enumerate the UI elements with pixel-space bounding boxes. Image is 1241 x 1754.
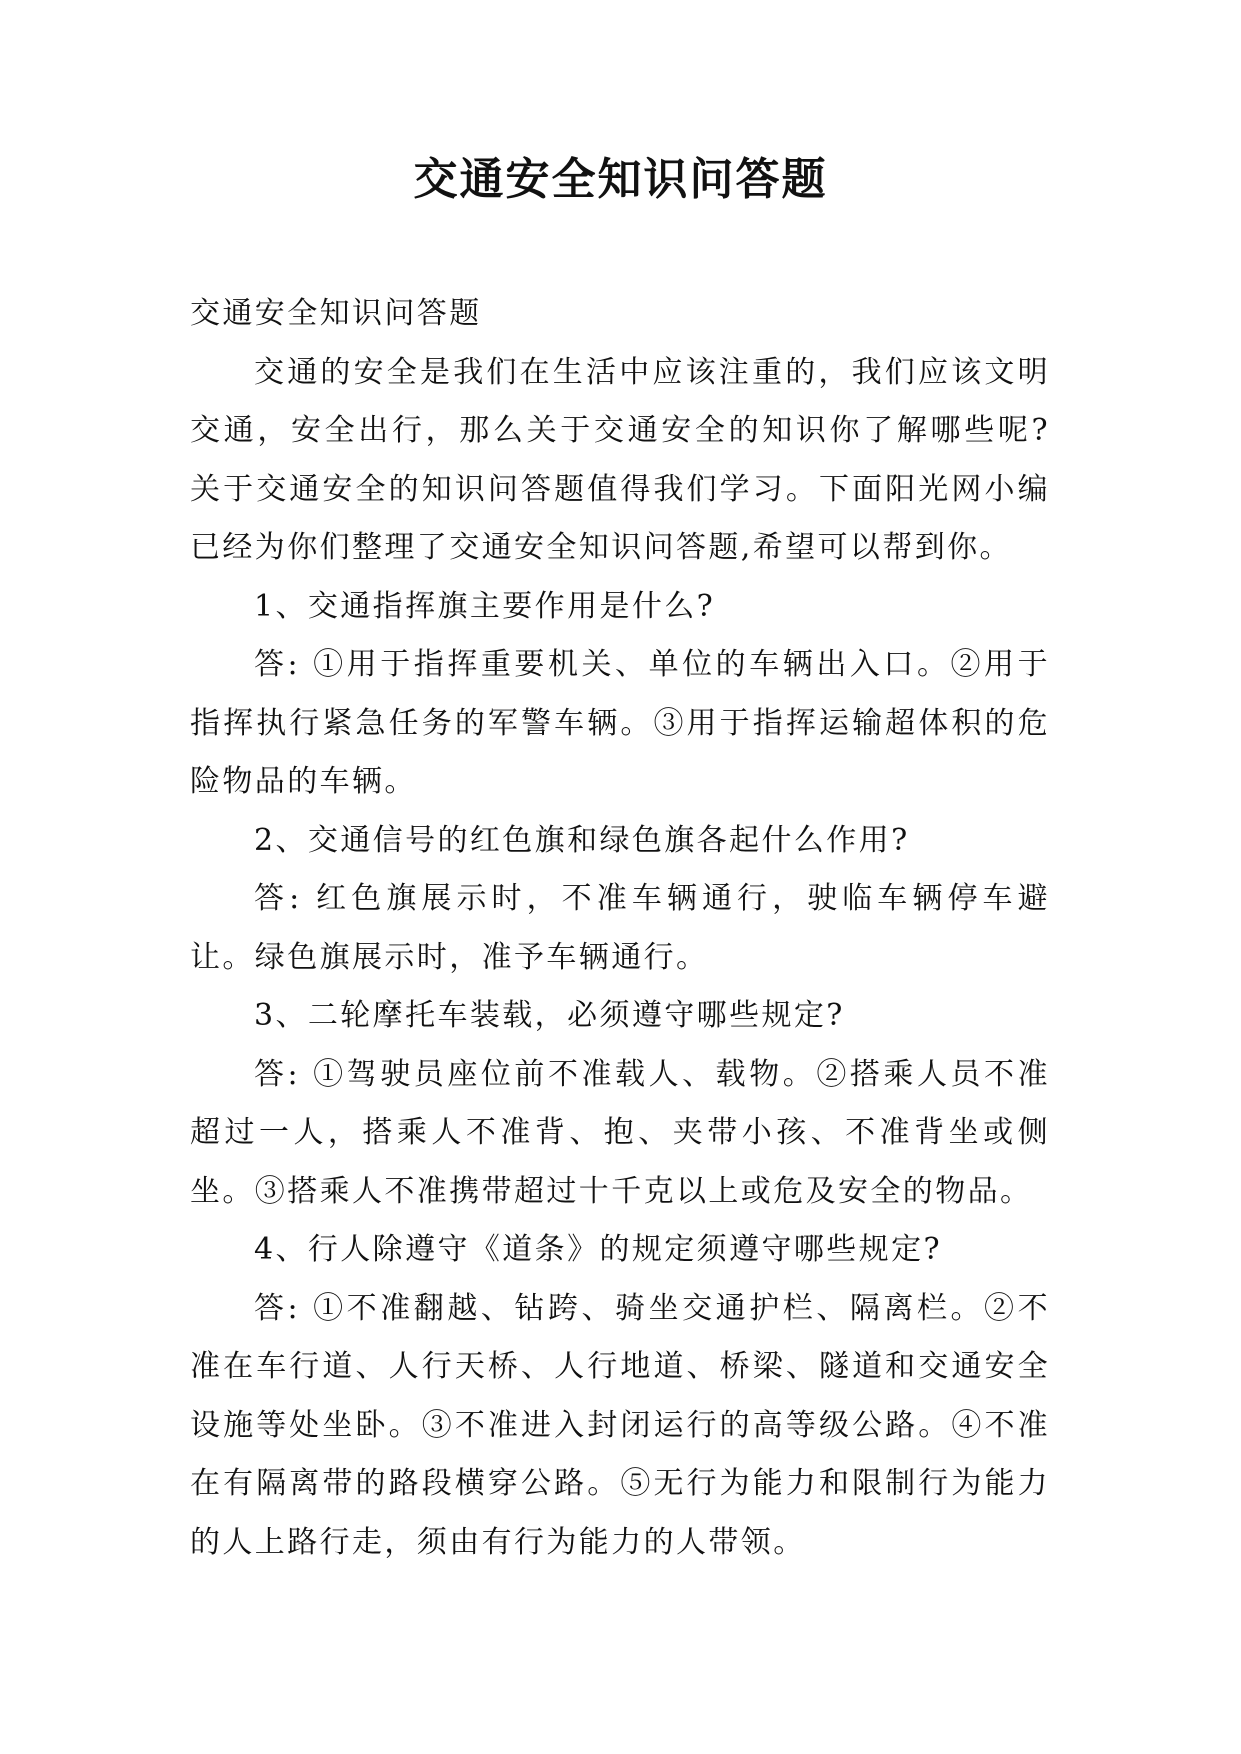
intro-paragraph: 交通的安全是我们在生活中应该注重的，我们应该文明交通，安全出行，那么关于交通安全的知识你了解哪些呢?关于交通安全的知识问答题值得我们学习。下面阳光网小编已经为你们整理了交通安全知识问答题,希望可以帮到你。	[190, 354, 1050, 565]
document-subtitle: 交通安全知识问答题	[190, 296, 482, 331]
question-2: 2、交通信号的红色旗和绿色旗各起什么作用?	[254, 822, 910, 858]
answer-4: 答: ①不准翻越、钻跨、骑坐交通护栏、隔离栏。②不准在车行道、人行天桥、人行地道、桥梁、隧道和交通安全设施等处坐卧。③不准进入封闭运行的高等级公路。④不准在有隔离带的路段横穿公路。⑤无行为能力和限制行为能力的人上路行走，须由有行为能力的人带领。	[190, 1290, 1050, 1560]
document-title: 交通安全知识问答题	[413, 154, 828, 205]
question-4: 4、行人除遵守《道条》的规定须遵守哪些规定?	[254, 1232, 942, 1267]
question-3: 3、二轮摩托车装载，必须遵守哪些规定?	[254, 998, 845, 1033]
answer-1: 答: ①用于指挥重要机关、单位的车辆出入口。②用于指挥执行紧急任务的军警车辆。③用于指挥运输超体积的危险物品的车辆。	[190, 647, 1050, 799]
document-body	[190, 285, 1050, 1572]
answer-3: 答: ①驾驶员座位前不准载人、载物。②搭乘人员不准超过一人，搭乘人不准背、抱、夹带小孩、不准背坐或侧坐。③搭乘人不准携带超过十千克以上或危及安全的物品。	[190, 1056, 1050, 1209]
question-1: 1、交通指挥旗主要作用是什么?	[254, 588, 716, 624]
answer-2: 答: 红色旗展示时，不准车辆通行，驶临车辆停车避让。绿色旗展示时，准予车辆通行。	[190, 881, 1050, 975]
